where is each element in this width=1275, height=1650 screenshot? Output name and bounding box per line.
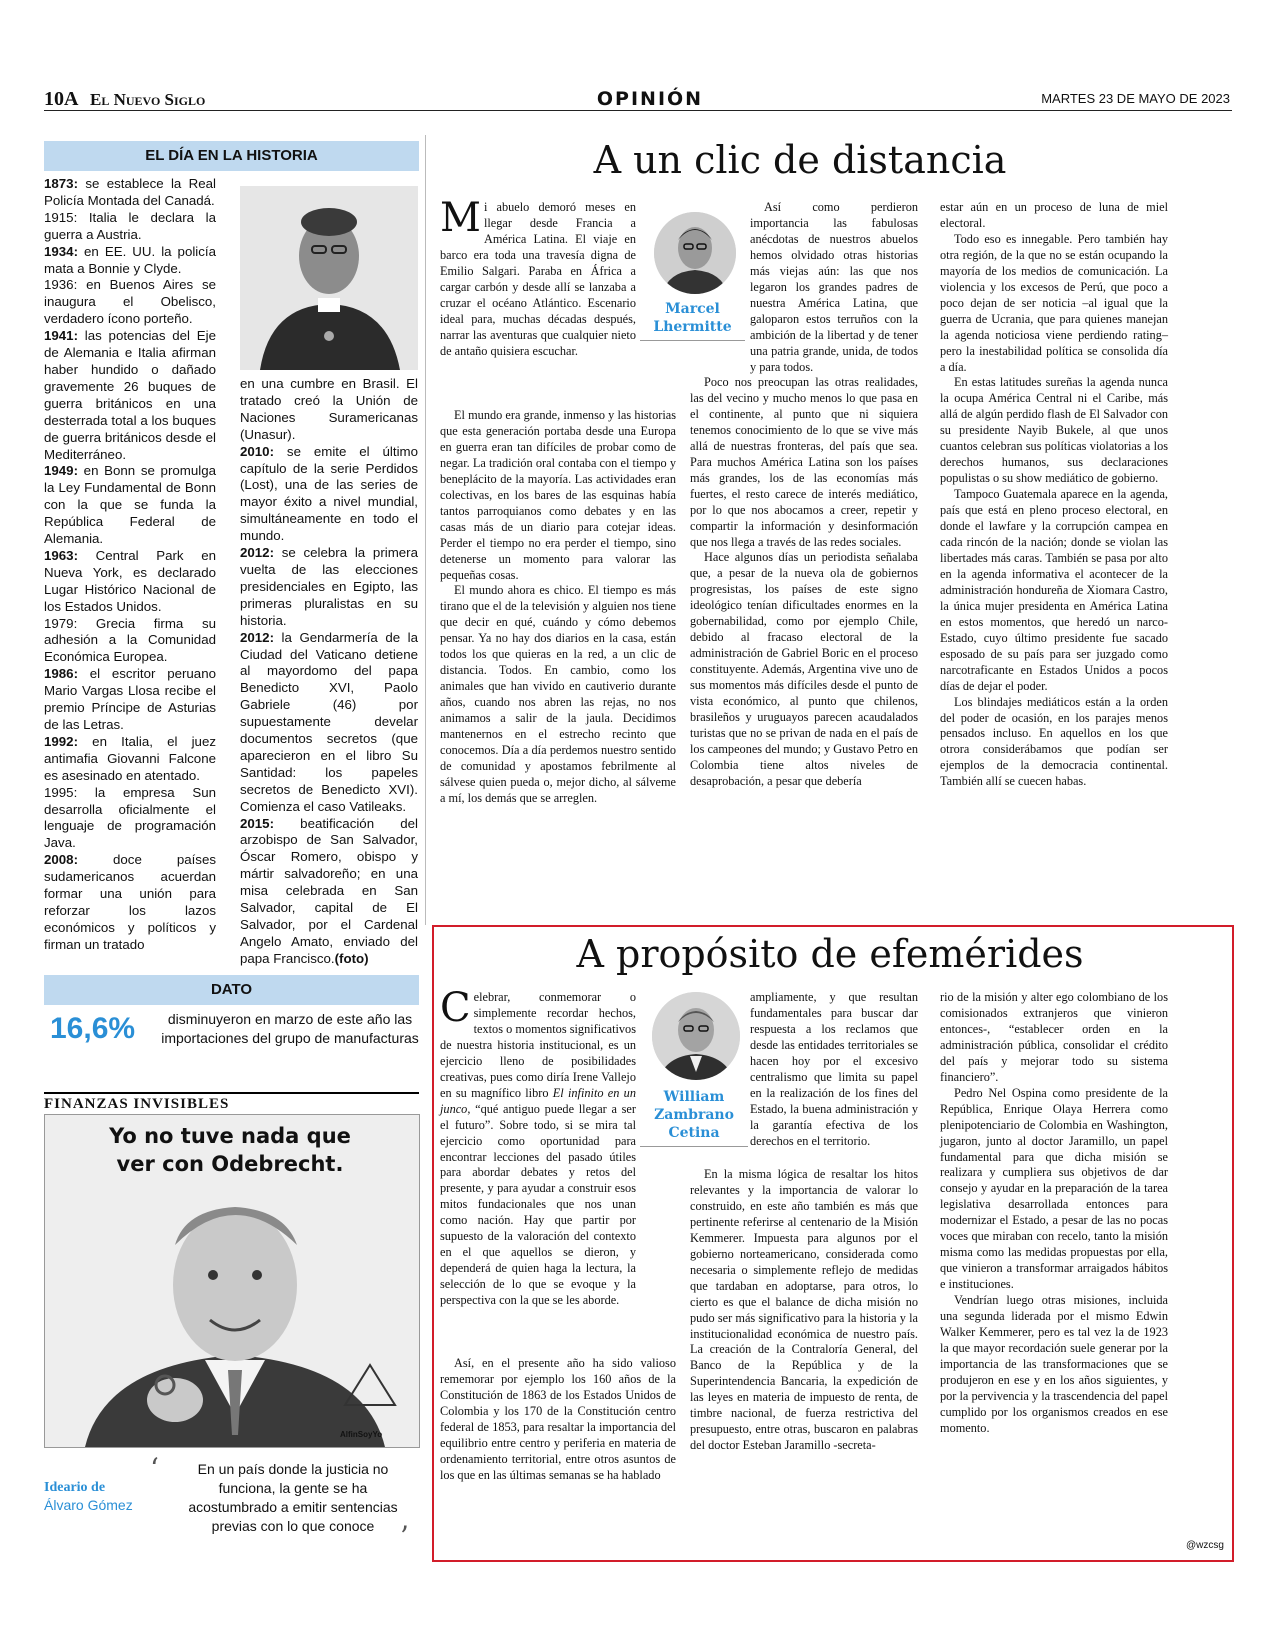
author-portrait-icon: [652, 992, 740, 1080]
author1-photo: [652, 210, 738, 296]
ideario-quote: En un país donde la justicia no funciona, la gente se ha acostumbrado a emitir sentencias previas con lo que conoce: [188, 1461, 398, 1534]
history-item: 1873: se establece la Real Policía Montada del Canadá.: [44, 176, 216, 208]
history-item: 1936: en Buenos Aires se inaugura el Obelisco, verdadero ícono porteño.: [44, 277, 216, 327]
history-item: 1963: Central Park en Nueva York, es declarado Lugar Histórico Nacional de los Estados Unidos.: [44, 547, 216, 614]
article2-col1-top: Celebrar, conmemorar o simplemente recordar hechos, textos o momentos significativos de nuestra historia institucional, es un ejercicio lleno de posibilidades creativas, pues como diría Irene Vallejo en su magnífico libro El infinito en un junco, “qué antiguo puede llegar a ser el futuro”. Sobre todo, si se mira tal ejercicio como oportunidad para encontrar lecciones del pasado útiles para abordar debates y retos del presente, y para ayudar a construir esos mitos fundacionales que nos unan como nación. Hay que partir por supuesto de la valoración del contexto en el que aquellos se dieron, y dependerá de quien haga la lectura, la selección de lo que se evoque y la perspectiva con la que se les aborde.: [440, 985, 636, 1308]
history-item: en una cumbre en Brasil. El tratado creó la Unión de Naciones Suramericanas (Unasur).: [240, 376, 418, 442]
history-item: 2012: la Gendarmería de la Ciudad del Vaticano detiene al mayordomo del papa Benedicto XVI, Paolo Gabriele (46) por supuestamente develar documentos secretos (que aparecieron en el libro Su Santidad: los papeles secretos de Benedicto XVI). Comienza el caso Vatileaks.: [240, 629, 418, 814]
history-item: 1949: en Bonn se promulga la Ley Fundamental de Bonn con la que se funda la República Federal de Alemania.: [44, 463, 216, 547]
romero-photo: [240, 186, 418, 370]
section-title: OPINIÓN: [596, 88, 704, 110]
issue-date: MARTES 23 DE MAYO DE 2023: [1041, 91, 1230, 106]
dato-header: DATO: [44, 975, 419, 1005]
history-item: 1979: Grecia firma su adhesión a la Comunidad Económica Europea.: [44, 615, 216, 665]
history-item: 1941: las potencias del Eje de Alemania e Italia afirman haber hundido o dañado gravemente 26 buques de guerra británicos en una desterrada total a los buques de guerra británicos desde el Mediterráneo.: [44, 328, 216, 462]
article1-col1-top: Mi abuelo demoró meses en llegar desde Francia a América Latina. El viaje en barco era toda una travesía digna de Emilio Salgari. Paraba en África a cargar carbón y desde allí se lanzaba a cruzar el océano Atlántico. Escenario ideal para, muchas décadas después, narrar las aventuras que cualquier nieto de antaño quisiera escuchar.: [440, 195, 636, 358]
history-item: 1915: Italia le declara la guerra a Austria.: [44, 209, 216, 242]
history-item: 2010: se emite el último capítulo de la serie Perdidos (Lost), una de las series de mayor éxito a nivel mundial, simultáneamente en todo el mundo.: [240, 443, 418, 544]
finanzas-header: FINANZAS INVISIBLES: [44, 1092, 419, 1113]
history-column-2: [240, 376, 418, 968]
cartoon-caption: Yo no tuve nada que ver con Odebrecht.: [109, 1124, 351, 1176]
article1-col2-top: Así como perdieron importancia las fabulosas anécdotas de nuestros abuelos hemos olvidado otras historias más viejas aún: las que nos legaron los grandes padres de nuestra América Latina, que galoparon estos terruños con la ambición de la libertad y de tener una patria grande, unida, de todos y para todos.: [750, 200, 918, 374]
author2-rule: [640, 1146, 748, 1147]
article1-col3: estar aún en un proceso de luna de miel electoral. Todo eso es innegable. Pero también hay otra región, de la que no se están ocupando la mayoría de los medios de comunicación. La violencia y los excesos de Perú, que poco a poco dejan de ser noticia –al igual que la guerra de Ucrania, que para quienes manejan la agenda noticiosa viene perdiendo rating– pero la inestabilidad política se consolida día a día. En estas latitudes sureñas la agenda nunca la ocupa América Central ni el Caribe, más allá de algún perdido flash de El Salvador con su presidente Nayib Bukele, al que unos cuantos celebran sus políticas violatorias a los derechos humanos, sus declaraciones populistas o su show mediático de gobierno. Tampoco Guatemala aparece en la agenda, país que está en pleno proceso electoral, en donde el lawfare y la corrupción campea en cada rincón de la nación; donde se violan las libertades más caras. También se pasa por alto en la agenda informativa el acontecer de la administración hondureña de Xiomara Castro, la única mujer presidenta en América Latina en estos momentos, que heredó un narco-Estado, cuyo último presidente fue sacado esposado de su país para ser juzgado como narcotraficante en Estados Unidos a pocos días de dejar el poder. Los blindajes mediáticos están a la orden del poder de ocasión, en los parajes menos pensados incluso. En aquellos en los que otrora considerábamos que podían ser ejemplos de la democracia continental. También allí se cuecen habas.: [940, 200, 1168, 789]
history-item: 2012: se celebra la primera vuelta de las elecciones presidenciales en Egipto, las primeras pluralistas en su historia.: [240, 545, 418, 628]
article2-dropcap: C: [440, 985, 471, 1031]
history-item: 1934: en EE. UU. la policía mata a Bonnie y Clyde.: [44, 243, 216, 276]
article1-col2: Poco nos preocupan las otras realidades, las del vecino y mucho menos lo que pasa en el continente, al punto que ni siquiera tenemos conocimiento de lo que se vive más allá de nuestras fronteras, del país que sea. Para muchos América Latina son los países más grandes, los de las economías más fuertes, el resto carece de interés mediático, por lo que nos abocamos a creer, repetir y compartir la información y desinformación que nos llega a través de las redes sociales. Hace algunos días un periodista señalaba que, a pesar de la nueva ola de gobiernos progresistas, los países de este signo ideológico tenían dificultades enormes en la gobernabilidad, como por ejemplo Chile, debido al fracaso electoral de la administración de Gabriel Boric en el proceso constituyente. Además, Argentina vive uno de sus momentos más difíciles desde el punto de vista económico, al punto que chilenos, brasileños y uruguayos parecen acaudalados turistas que no se privan de nada en el país de los campeones del mundo; y Gustavo Petro en Colombia tiene altos niveles de desaprobación, a pesar que debería: [690, 375, 918, 788]
open-quote-icon: ‘: [150, 1452, 159, 1485]
dato-number: 16,6%: [50, 1012, 136, 1045]
photo-credit: (foto): [334, 950, 369, 966]
cartoon-signature: AlfinSoyYo: [340, 1430, 383, 1439]
ideario-label: Ideario de: [44, 1480, 106, 1495]
article1-title: A un clic de distancia: [593, 138, 1007, 182]
page-number: 10A: [44, 88, 79, 110]
dato-text: disminuyeron en marzo de este año las importaciones del grupo de manufacturas: [161, 1011, 419, 1046]
author2-name: William Zambrano Cetina: [654, 1089, 734, 1141]
article2-col2: En la misma lógica de resaltar los hitos relevantes y la importancia de valorar lo construido, en este año también es más que pertinente referirse al centenario de la Misión Kemmerer. Impuesta para algunos por el gobierno norteamericano, considerada como necesaria o simplemente reflejo de medidas que tardaban en adoptarse, para otros, lo cierto es que el balance de dicha misión no pudo ser más significativo para la historia y la institucionalidad económica de nuestro país. La creación de la Contraloría General, del Banco de la República y de la Superintendencia Bancaria, la expedición de las leyes en materia de impuesto de renta, de timbre nacional, de fuerza restrictiva del presupuesto, entre otras, buscaron en palabras del doctor Esteban Jaramillo -secreta-: [690, 1167, 918, 1453]
history-item: 2008: doce países sudamericanos acuerdan formar una unión para reforzar los lazos económicos y políticos y firman un tratado: [44, 852, 216, 952]
history-column-1: [44, 176, 216, 954]
history-item: 1995: la empresa Sun desarrolla oficialmente el lenguaje de programación Java.: [44, 784, 216, 851]
newspaper-name: El Nuevo Siglo: [90, 90, 206, 109]
column-divider: [425, 135, 426, 925]
article2-col1: Así, en el presente año ha sido valioso rememorar por ejemplo los 160 años de la Constitución de 1863 de los Estados Unidos de Colombia y los 170 de la Constitución centro federal de 1853, para resaltar la importancia del equilibrio entre centro y periferia en materia de ordenamiento territorial, entre otros asuntos de los que en las últimas semanas se ha hablado: [440, 1356, 676, 1482]
ideario-name: Álvaro Gómez: [44, 1497, 133, 1513]
author1-name: Marcel Lhermitte: [653, 301, 732, 335]
history-header: EL DÍA EN LA HISTORIA: [44, 141, 419, 171]
author-portrait-icon: [654, 212, 736, 294]
author2-photo: [650, 990, 742, 1082]
article2-col3: rio de la misión y alter ego colombiano de los comisionados extranjeros que vinieron entonces-, “establecer orden en la administración pública, consolidar el crédito del país y mejorar todo su sistema financiero”. Pedro Nel Ospina como presidente de la República, Enrique Olaya Herrera como plenipotenciario de Colombia en Washington, jugaron, junto al doctor Jaramillo, un papel fundamental para que dicha misión se realizara y cumpliera sus objetivos de dar consejo y ayudar en la preparación de la tarea legislativa desarrollada entonces para modernizar el Estado, a pesar de las no pocas voces que miraban con recelo, tanto la misión misma como las medidas propuestas por ella, que vinieron a transformar arraigados hábitos e instituciones. Vendrían luego otras misiones, incluida una segunda liderada por el mismo Edwin Walker Kemmerer, pero es tal vez la de 1923 la que mayor recordación suele generar por la importancia de las transformaciones que se produjeron en ese y en los años siguientes, y por la pervivencia y la trascendencia del papel cumplido por los organismos creados en ese momento.: [940, 990, 1168, 1435]
close-quote-icon: ’: [400, 1520, 409, 1553]
history-item: 1986: el escritor peruano Mario Vargas Llosa recibe el premio Príncipe de Asturias de las Letras.: [44, 666, 216, 732]
history-item: 1992: en Italia, el juez antimafia Giovanni Falcone es asesinado en atentado.: [44, 733, 216, 783]
article2-title: A propósito de efemérides: [576, 932, 1084, 976]
author1-rule: [640, 340, 745, 341]
article1-col1: El mundo era grande, inmenso y las historias que esta generación portaba desde una Europa en guerra eran tan difíciles de probar como de negar. La tradición oral contaba con el tiempo y beneplácito de la mayoría. Las actividades eran colectivas, en los bares de las esquinas había tantos parroquianos como debates y en las casas más de un diario para cotejar ideas. Perder el tiempo no era perder el tiempo, sino detenerse un momento para valorar las pequeñas cosas. El mundo ahora es chico. El tiempo es más tirano que el de la televisión y alguien nos tiene que decir en qué, cuándo y cómo debemos pensar. Ya no hay dos diarios en la casa, están todos los que quieras en la red, a un clic de distancia. Todos. En cambio, como los animales que han vivido en cautiverio durante años, cuando nos abren las rejas, no nos animamos a salir de la jaula. Decidimos mantenernos en el estrecho recinto que conocemos. Día a día perdemos nuestro sentido de comunidad y apostamos febrilmente al sálvese quien pueda o, mejor dicho, al sálveme a mí, los demás que se arreglen.: [440, 408, 676, 805]
portrait-icon: [240, 186, 418, 370]
author-handle: @wzcsg: [1186, 1540, 1224, 1551]
history-item: 2015: beatificación del arzobispo de San Salvador, Óscar Romero, obispo y mártir salvadoreño; en una misa celebrada en San Salvador, capital de El Salvador, por el Cardenal Angelo Amato, enviado del papa Francisco.(foto): [240, 815, 418, 966]
article2-col2-top: ampliamente, y que resultan fundamentales para buscar dar respuesta a los reclamos que desde las entidades territoriales se hacen hoy por el excesivo centralismo que limita su papel en la realización de los fines del Estado, la buena administración y la garantía efectiva de los derechos en el territorio.: [750, 990, 918, 1148]
article1-dropcap: M: [440, 195, 481, 241]
